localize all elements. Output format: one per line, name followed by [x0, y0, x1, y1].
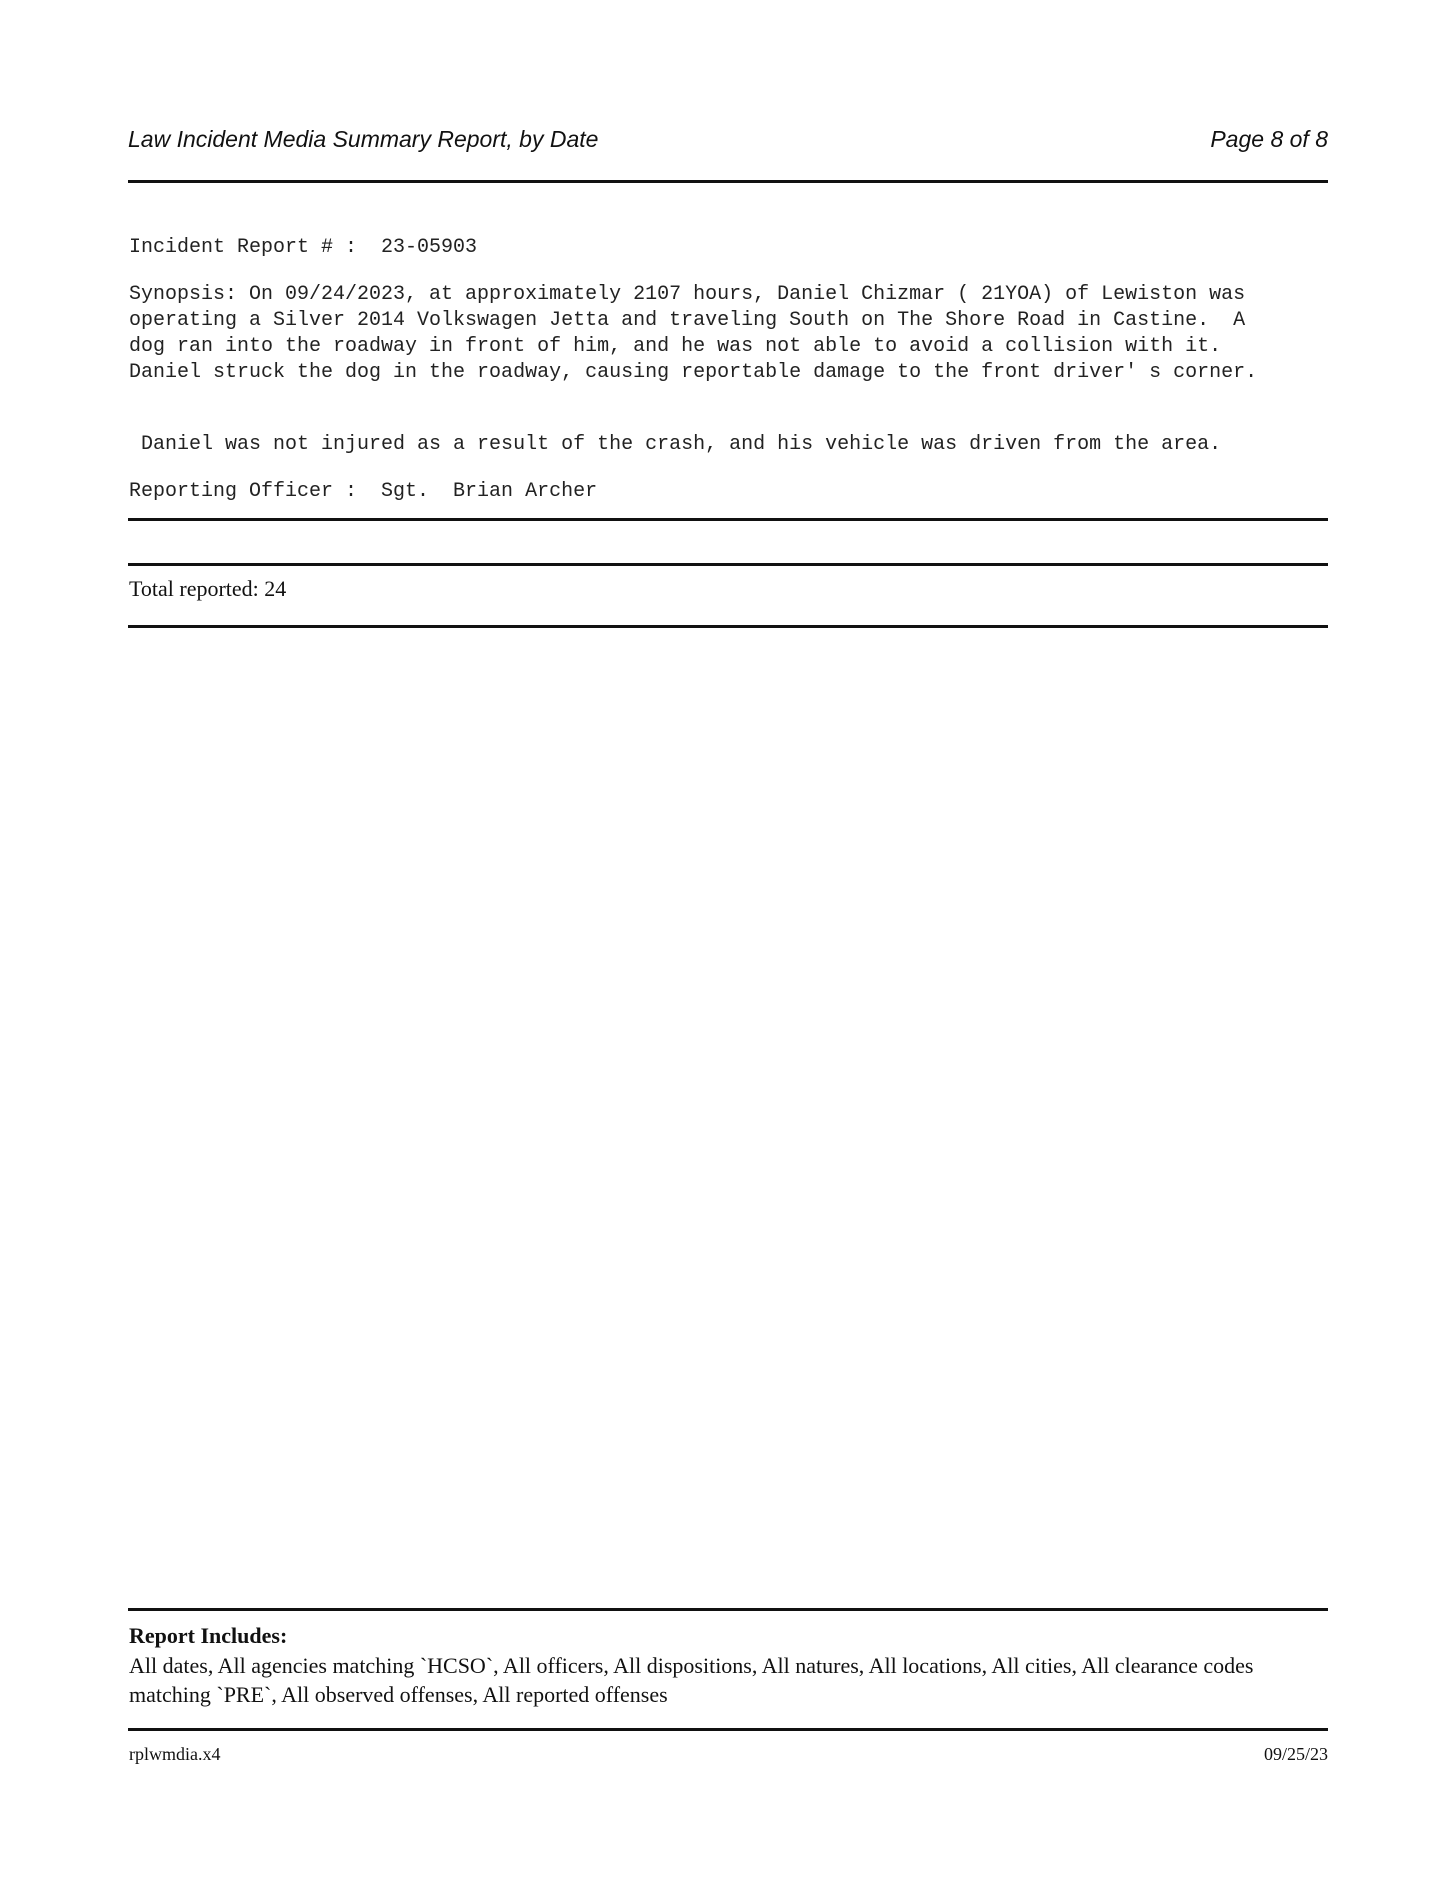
- report-includes-title: Report Includes:: [129, 1623, 288, 1648]
- total-bottom-divider: [128, 625, 1328, 628]
- synopsis-line-4: Daniel struck the dog in the roadway, causing reportable damage to the front driver' s corner.: [129, 361, 1258, 384]
- page-number: Page 8 of 8: [1210, 126, 1328, 152]
- report-title: Law Incident Media Summary Report, by Date: [128, 126, 599, 152]
- total-top-divider: [128, 563, 1328, 566]
- incident-report-number: Incident Report # : 23-05903: [129, 236, 478, 259]
- header-divider: [128, 180, 1328, 183]
- report-print-date: 09/25/23: [1263, 1744, 1328, 1764]
- injury-statement: Daniel was not injured as a result of the crash, and his vehicle was driven from the area.: [129, 433, 1222, 456]
- report-includes-text: All dates, All agencies matching `HCSO`, All officers, All dispositions, All natures, All locations, All cities, All clearance codes matching `PRE`, All observed offenses, All reported offenses: [129, 1653, 1254, 1707]
- synopsis-line-3: dog ran into the roadway in front of him, and he was not able to avoid a collision with it.: [129, 335, 1222, 358]
- footer-divider: [128, 1728, 1328, 1731]
- incident-divider: [128, 518, 1328, 521]
- reporting-officer: Reporting Officer : Sgt. Brian Archer: [129, 480, 598, 503]
- report-file-name: rplwmdia.x4: [129, 1744, 221, 1764]
- synopsis-line-2: operating a Silver 2014 Volkswagen Jetta and traveling South on The Shore Road in Castine. A: [129, 309, 1246, 332]
- total-reported: Total reported: 24: [129, 576, 287, 601]
- includes-top-divider: [128, 1608, 1328, 1611]
- synopsis-line-1: Synopsis: On 09/24/2023, at approximately 2107 hours, Daniel Chizmar ( 21YOA) of Lewiston was: [129, 283, 1246, 306]
